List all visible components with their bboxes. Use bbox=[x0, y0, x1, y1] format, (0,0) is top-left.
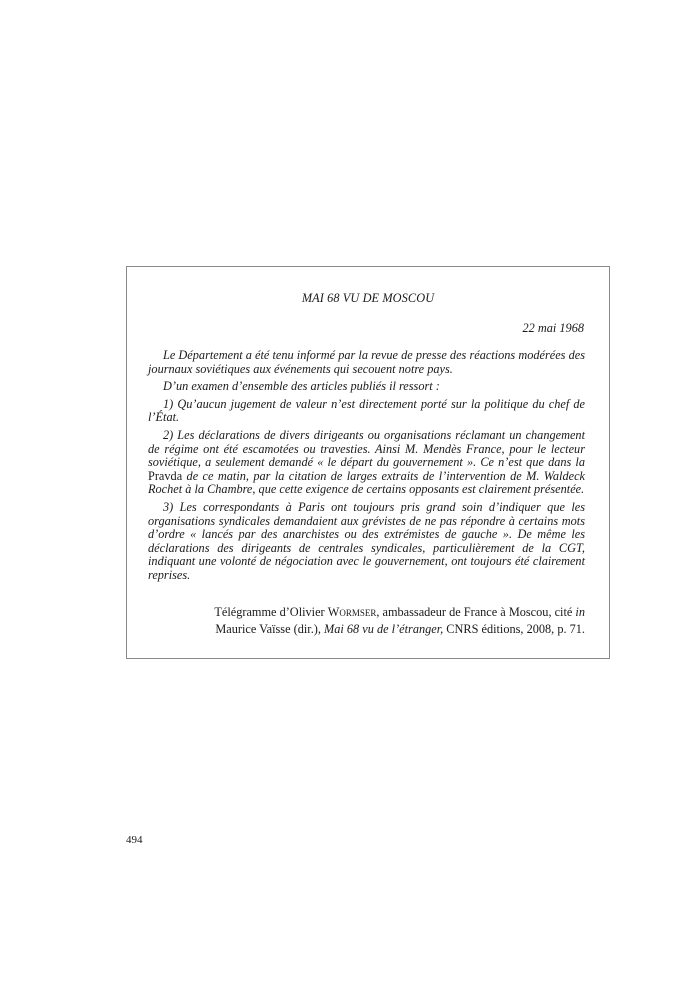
paragraph-5: 3) Les correspondants à Paris ont toujours pris grand soin d’indiquer que les organisations syndicales demandaient aux grévistes de ne pas répondre à certains mots d’ordre « lancés par des anarchistes ou des extrémistes de gauche ». De même les déclarations des dirigeants de centrales syndicales, particulièrement de la CGT, indiquant une volonté de négociation avec le gouvernement, ont toujours été clairement reprises. bbox=[148, 499, 585, 582]
paragraph-3: 1) Qu’aucun jugement de valeur n’est directement porté sur la politique du chef de l’État. bbox=[148, 396, 585, 425]
document-body bbox=[148, 349, 585, 587]
paragraph-2: D’un examen d’ensemble des articles publiés il ressort : bbox=[163, 379, 440, 394]
paragraph-1: Le Département a été tenu informé par la revue de presse des réactions modérées des journaux soviétiques aux événements qui secouent notre pays. bbox=[148, 348, 585, 376]
paragraph-4 bbox=[148, 429, 585, 497]
book-title: Mai 68 vu de l’étranger, bbox=[324, 622, 444, 636]
pravda-name: Pravda bbox=[148, 468, 183, 483]
source-line-1 bbox=[214, 604, 585, 621]
document-title: MAI 68 VU DE MOSCOU bbox=[301, 291, 435, 305]
source-citation bbox=[214, 604, 585, 638]
author-name: Wormser bbox=[327, 605, 377, 619]
source-line-1-start: Télégramme d’Olivier bbox=[214, 605, 328, 619]
document-date: 22 mai 1968 bbox=[522, 321, 584, 335]
paragraph-4-end: de ce matin, par la citation de larges extraits de l’intervention de M. Waldeck Rochet à la Chambre, que cette exigence de certains opposants est clairement présentée. bbox=[148, 468, 585, 497]
source-line-2-start: Maurice Vaïsse (dir.), bbox=[215, 622, 325, 636]
source-line-1-middle: , ambassadeur de France à Moscou, cité bbox=[376, 605, 576, 619]
in-word: in bbox=[575, 605, 585, 619]
source-line-2 bbox=[214, 621, 585, 638]
page-number: 494 bbox=[126, 834, 143, 846]
document-box bbox=[126, 266, 610, 659]
paragraph-4-start: 2) Les déclarations de divers dirigeants ou organisations réclamant un changement de régime ont été escamotées ou travesties. Ainsi M. Mendès France, pour le lecteur soviétique, a seulement demandé « le départ du gouvernement ». Ce n’est que dans la bbox=[148, 427, 585, 470]
source-line-2-end: CNRS éditions, 2008, p. 71. bbox=[443, 622, 585, 636]
